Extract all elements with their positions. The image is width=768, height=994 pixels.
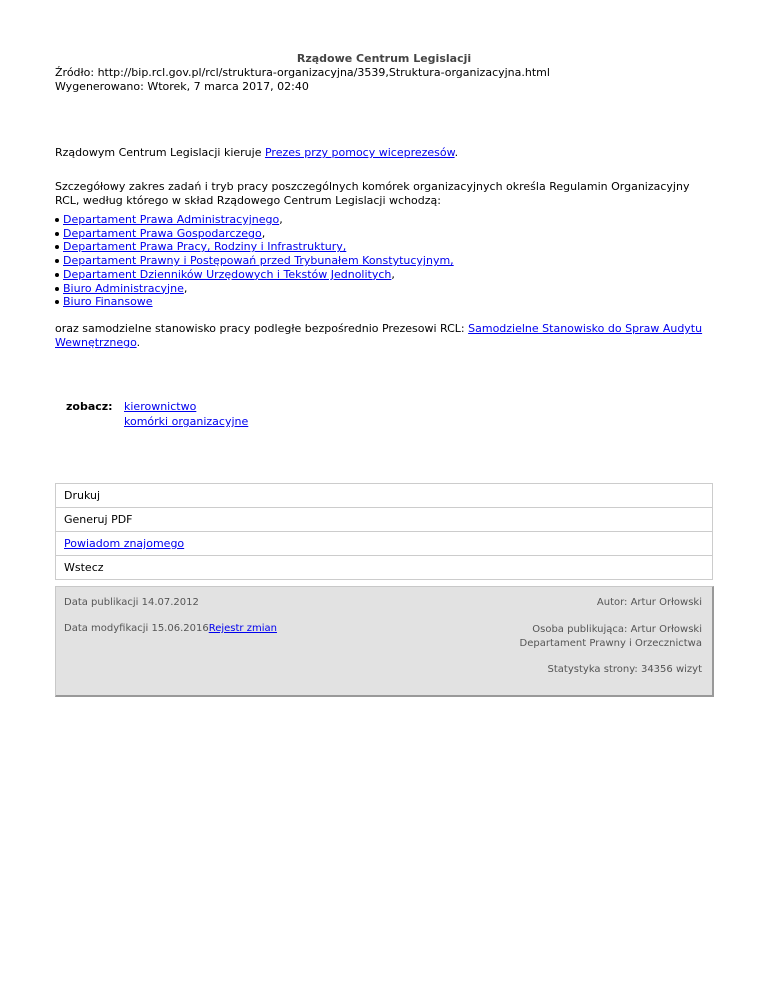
department-link[interactable]: Biuro Administracyjne bbox=[63, 281, 184, 295]
list-separator: , bbox=[391, 267, 395, 281]
list-separator: , bbox=[279, 213, 283, 226]
list-item bbox=[63, 213, 713, 227]
list-separator: , bbox=[261, 226, 266, 240]
management-link[interactable]: Prezes przy pomocy wiceprezesów bbox=[264, 146, 455, 159]
department-link[interactable]: Departament Dzienników Urzędowych i Tekstów Jednolitych bbox=[63, 267, 392, 281]
department-link[interactable]: Departament Prawa Administracyjnego bbox=[63, 213, 280, 226]
author: Autor: Artur Orłowski bbox=[596, 596, 702, 608]
action-box bbox=[55, 483, 713, 580]
see-also bbox=[55, 400, 713, 430]
page-content bbox=[55, 52, 713, 697]
department-link[interactable]: Departament Prawny i Postępowań przed Trybunałem Konstytucyjnym, bbox=[63, 254, 454, 268]
metadata-box bbox=[55, 586, 714, 697]
list-item bbox=[63, 282, 713, 296]
notify-friend-link[interactable]: Powiadom znajomego bbox=[64, 536, 185, 550]
audit-link[interactable]: Samodzielne Stanowisko do Spraw Audytu Wewnętrznego bbox=[55, 321, 703, 349]
audit-prefix: oraz samodzielne stanowisko pracy podległe bezpośrednio Prezesowi RCL: bbox=[55, 321, 469, 335]
department-link[interactable]: Biuro Finansowe bbox=[63, 295, 153, 309]
notify-friend-row bbox=[56, 532, 712, 556]
list-item bbox=[63, 254, 713, 268]
list-separator: , bbox=[183, 281, 188, 295]
generate-pdf-button[interactable]: Generuj PDF bbox=[56, 508, 712, 532]
modification-date: Data modyfikacji 15.06.2016 bbox=[64, 622, 209, 634]
structure-description: Szczegółowy zakres zadań i tryb pracy poszczególnych komórek organizacyjnych określa Regulamin Organizacyjny RCL, według którego w skład Rządowego Centrum Legislacji wchodzą: bbox=[55, 180, 690, 207]
publication-date: Data publikacji 14.07.2012 bbox=[64, 596, 199, 608]
department-link[interactable]: Departament Prawa Pracy, Rodziny i Infrastruktury, bbox=[63, 240, 347, 254]
publisher-department: Departament Prawny i Orzecznictwa bbox=[519, 637, 702, 649]
page-title: Rządowe Centrum Legislacji bbox=[296, 52, 472, 65]
see-also-links bbox=[124, 400, 248, 430]
source-line: Źródło: http://bip.rcl.gov.pl/rcl/struktura-organizacyjna/3539,Struktura-organizacyjna.html bbox=[55, 66, 550, 79]
list-item bbox=[63, 295, 713, 309]
list-item bbox=[63, 227, 713, 241]
back-button[interactable]: Wstecz bbox=[64, 560, 104, 574]
generated-line: Wygenerowano: Wtorek, 7 marca 2017, 02:40 bbox=[55, 80, 309, 93]
list-item bbox=[63, 268, 713, 282]
see-also-label: zobacz: bbox=[66, 399, 113, 413]
modification-info bbox=[64, 623, 277, 634]
publisher: Osoba publikująca: Artur Orłowski bbox=[532, 623, 702, 635]
changelog-link[interactable]: Rejestr zmian bbox=[208, 622, 277, 634]
intro-prefix: Rządowym Centrum Legislacji kieruje bbox=[55, 146, 265, 159]
page-stats: Statystyka strony: 34356 wizyt bbox=[547, 663, 702, 675]
print-button[interactable]: Drukuj bbox=[56, 484, 712, 508]
list-item bbox=[63, 240, 713, 254]
publisher-info bbox=[520, 623, 702, 651]
org-units-link[interactable]: komórki organizacyjne bbox=[124, 414, 249, 428]
audit-suffix: . bbox=[136, 335, 141, 349]
department-list bbox=[55, 213, 713, 309]
intro-paragraph bbox=[55, 146, 713, 160]
leadership-link[interactable]: kierownictwo bbox=[124, 399, 197, 413]
audit-paragraph bbox=[55, 322, 713, 350]
department-link[interactable]: Departament Prawa Gospodarczego bbox=[63, 226, 262, 240]
intro-suffix: . bbox=[454, 146, 459, 159]
